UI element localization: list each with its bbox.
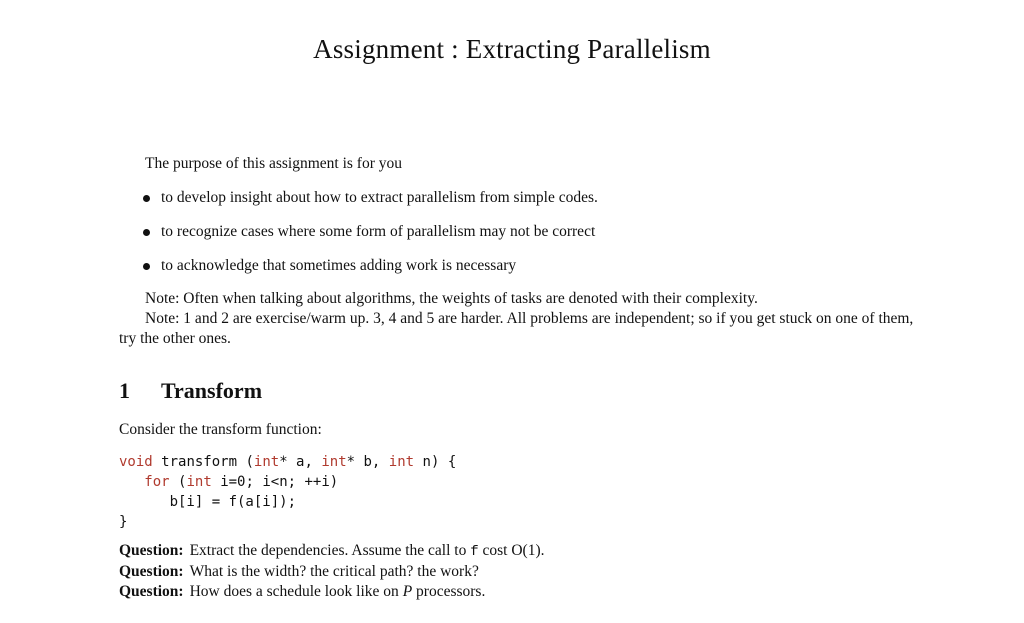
question-text: processors. [416,583,486,600]
code-token: } [119,514,128,530]
question-text: What is the width? the critical path? the work? [189,563,479,580]
list-item-text: to recognize cases where some form of parallelism may not be correct [161,223,596,240]
code-keyword: for [144,474,170,490]
code-token: n) { [422,454,457,470]
question-label: Question: [119,563,184,580]
question-label: Question: [119,542,184,559]
code-function-name: transform [161,454,238,470]
question-item [119,562,545,582]
notes-block [119,289,919,349]
note-complexity: Note: Often when talking about algorithms, the weights of tasks are denoted with their complexity. [145,290,758,307]
purpose-list [143,188,598,290]
section-heading [119,378,262,404]
question-var: P [402,583,413,600]
question-code: f [470,544,479,560]
bullet-icon [143,263,150,270]
list-item-text: to acknowledge that sometimes adding work is necessary [161,257,517,274]
code-token: * b, [346,454,381,470]
question-item [119,582,545,602]
question-label: Question: [119,583,184,600]
section-number: 1 [119,378,130,403]
code-keyword: int [388,454,415,470]
code-token: ( [245,454,254,470]
section-title: Transform [161,378,263,403]
page-title: Assignment : Extracting Parallelism [313,34,711,64]
consider-text: Consider the transform function: [119,421,322,438]
code-listing [119,452,456,532]
question-text: Extract the dependencies. Assume the call to [189,542,467,559]
questions-block [119,541,545,602]
question-item [119,541,545,562]
question-text: How does a schedule look like on [189,583,399,600]
code-keyword: int [186,474,212,490]
intro-text: The purpose of this assignment is for you [145,155,403,172]
code-keyword: int [321,454,347,470]
question-text: cost O(1). [482,542,545,559]
list-item [143,188,598,222]
code-token: i=0; i<n; ++i) [220,474,339,490]
code-token: b[i] = f(a[i]); [169,494,297,510]
list-item [143,256,598,290]
bullet-icon [143,229,150,236]
list-item [143,222,598,256]
note-difficulty: Note: 1 and 2 are exercise/warm up. 3, 4 and 5 are harder. All problems are independent; so if you get stuck on one of them, try the other ones. [119,310,914,347]
code-keyword: int [253,454,280,470]
code-token: ( [178,474,187,490]
bullet-icon [143,195,150,202]
code-token: * a, [279,454,313,470]
code-keyword: void [119,454,153,470]
list-item-text: to develop insight about how to extract parallelism from simple codes. [161,189,598,206]
